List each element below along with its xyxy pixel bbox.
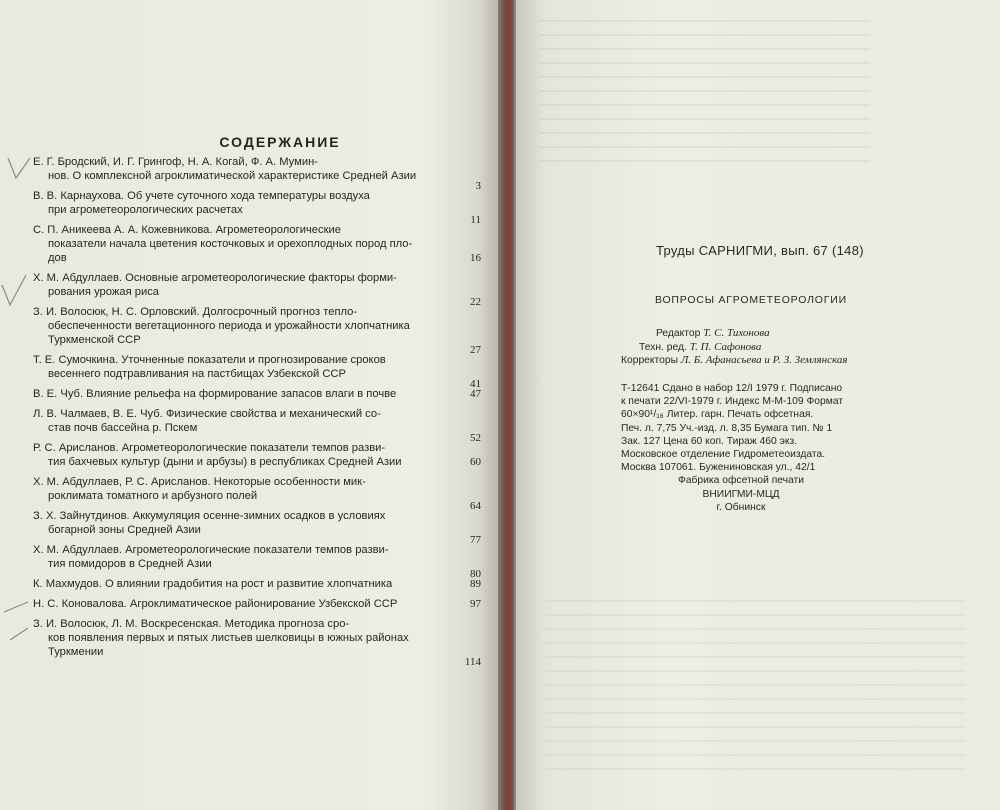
toc-entry-line: рования урожая риса (48, 286, 160, 298)
imprint-line: Москва 107061. Бужениновская ул., 42/1 (621, 462, 816, 474)
editor-name: Т. С. Тихонова (703, 327, 770, 339)
toc-entry (33, 509, 483, 546)
toc-entry (33, 407, 483, 444)
toc-entry-line: Л. В. Чалмаев, В. Е. Чуб. Физические свойства и механический со- (33, 408, 381, 420)
series-title: Труды САРНИГМИ, вып. 67 (148) (656, 243, 864, 258)
toc-page-number: 3 (475, 180, 481, 192)
imprint-line: Зак. 127 Цена 60 коп. Тираж 460 экз. (621, 435, 798, 447)
toc-entry (33, 617, 483, 668)
toc-entry (33, 189, 483, 226)
toc-entry-line: Туркменской ССР (48, 334, 141, 346)
toc-entry-line: Х. М. Абдуллаев, Р. С. Арисланов. Некоторые особенности мик- (33, 476, 366, 488)
toc-entry-line: Н. С. Коновалова. Агроклиматическое районирование Узбекской ССР (33, 598, 398, 610)
toc-entry (33, 155, 483, 192)
imprint-line: к печати 22/VI-1979 г. Индекс М-М-109 Формат (621, 396, 844, 408)
toc-entry (33, 271, 483, 308)
toc-page-number: 52 (470, 432, 481, 444)
toc-entry-line: В. В. Карнаухова. Об учете суточного хода температуры воздуха (33, 190, 370, 202)
toc-page-number: 89 (470, 578, 481, 590)
correctors-label: Корректоры (621, 355, 678, 366)
toc-page-number: 60 (470, 456, 481, 468)
imprint-line: Т-12641 Сдано в набор 12/I 1979 г. Подписано (621, 383, 843, 394)
show-through-text-lower (545, 600, 965, 770)
printer-line: Фабрика офсетной печати (677, 475, 805, 487)
toc-page-number: 16 (470, 252, 481, 264)
correctors-names: Л. Б. Афанасьева и Р. З. Землянская (680, 354, 848, 366)
correctors-row (621, 354, 847, 368)
toc-entry-line: К. Махмудов. О влиянии градобития на рост и развитие хлопчатника (33, 578, 393, 590)
toc-entry (33, 353, 483, 390)
toc-heading: СОДЕРЖАНИЕ (219, 134, 341, 150)
editor-row (621, 327, 847, 341)
toc-entry-line: З. И. Волосюк, Л. М. Воскресенская. Методика прогноза сро- (33, 618, 350, 630)
toc-page-number: 64 (470, 500, 481, 512)
toc-entry (33, 577, 483, 591)
tech-editor-label: Техн. ред. (639, 341, 687, 353)
toc-entry-line: З. И. Волосюк, Н. С. Орловский. Долгосрочный прогноз тепло- (33, 306, 358, 318)
tech-editor-name: Т. П. Сафонова (689, 340, 762, 353)
book-spine (498, 0, 516, 810)
toc-page-number: 11 (470, 214, 481, 226)
credits-block (621, 327, 847, 368)
imprint-line: 60×90¹/₁₆ Литер. гарн. Печать офсетная. (621, 409, 814, 421)
toc-page-number: 80 (470, 568, 481, 580)
editor-label: Редактор (656, 328, 701, 339)
toc-entry-line: Р. С. Арисланов. Агрометеорологические показатели темпов разви- (33, 442, 386, 454)
toc-entry (33, 543, 483, 580)
toc-entry (33, 475, 483, 512)
book-title: ВОПРОСЫ АГРОМЕТЕОРОЛОГИИ (655, 294, 847, 306)
toc-entry-line: дов (48, 252, 67, 264)
imprint-line: Московское отделение Гидрометеоиздата. (621, 449, 826, 461)
toc-entry-line: тия бахчевых культур (дыни и арбузы) в республиках Средней Азии (48, 456, 402, 468)
toc-entry (33, 441, 483, 469)
toc-entry-line: обеспеченности вегетационного периода и урожайности хлопчатника (48, 320, 410, 332)
toc-entry (33, 387, 483, 401)
toc-entry-line: тия помидоров в Средней Азии (48, 558, 212, 570)
toc-entry-line: Е. Г. Бродский, И. Г. Грингоф, Н. А. Когай, Ф. А. Мумин- (33, 156, 318, 168)
toc-entry-line: З. Х. Зайнутдинов. Аккумуляция осенне-зимних осадков в условиях (33, 510, 386, 522)
toc-page-number: 22 (470, 296, 481, 308)
toc-entry-line: С. П. Аникеева А. А. Кожевникова. Агрометеорологические (33, 224, 341, 236)
toc-entry-line: Т. Е. Сумочкина. Уточненные показатели и прогнозирование сроков (33, 354, 386, 366)
toc-page-number: 77 (470, 534, 481, 546)
toc-page-number: 97 (470, 598, 481, 610)
tech-editor-row (621, 341, 847, 355)
toc-entry-line: Х. М. Абдуллаев. Агрометеорологические показатели темпов разви- (33, 544, 389, 556)
toc-entry-line: став почв бассейна р. Пскем (48, 422, 198, 434)
toc-entry (33, 305, 483, 356)
toc-entry-line: при агрометеорологических расчетах (48, 204, 243, 216)
toc-entry-line: Х. М. Абдуллаев. Основные агрометеорологические факторы форми- (33, 272, 397, 284)
toc-entry-line: весеннего подтравливания на пастбищах Узбекской ССР (48, 368, 346, 380)
printer-line: ВНИИГМИ-МЦД (702, 488, 780, 500)
table-of-contents (33, 155, 483, 668)
toc-entry-line: нов. О комплексной агроклиматической характеристике Средней Азии (48, 170, 417, 182)
toc-entry-line: богарной зоны Средней Азии (48, 524, 201, 536)
toc-entry-line: В. Е. Чуб. Влияние рельефа на формирование запасов влаги в почве (33, 388, 397, 400)
toc-entry-line: Туркмении (48, 646, 104, 658)
toc-entry-line: ков появления первых и пятых листьев шелковицы в южных районах (48, 632, 409, 644)
toc-entry (33, 597, 483, 611)
toc-page-number: 41 (470, 378, 481, 390)
show-through-text (540, 20, 870, 170)
publication-details (621, 382, 861, 514)
printer-line: г. Обнинск (716, 501, 766, 513)
toc-page-number: 114 (464, 656, 481, 668)
toc-entry-line: показатели начала цветения косточковых и орехоплодных пород пло- (48, 238, 413, 250)
imprint-line: Печ. л. 7,75 Уч.-изд. л. 8,35 Бумага тип. № 1 (621, 422, 833, 434)
toc-page-number: 47 (470, 388, 481, 400)
toc-entry (33, 223, 483, 265)
toc-entry-line: роклимата томатного и арбузного полей (48, 490, 258, 502)
toc-page-number: 27 (470, 344, 481, 356)
